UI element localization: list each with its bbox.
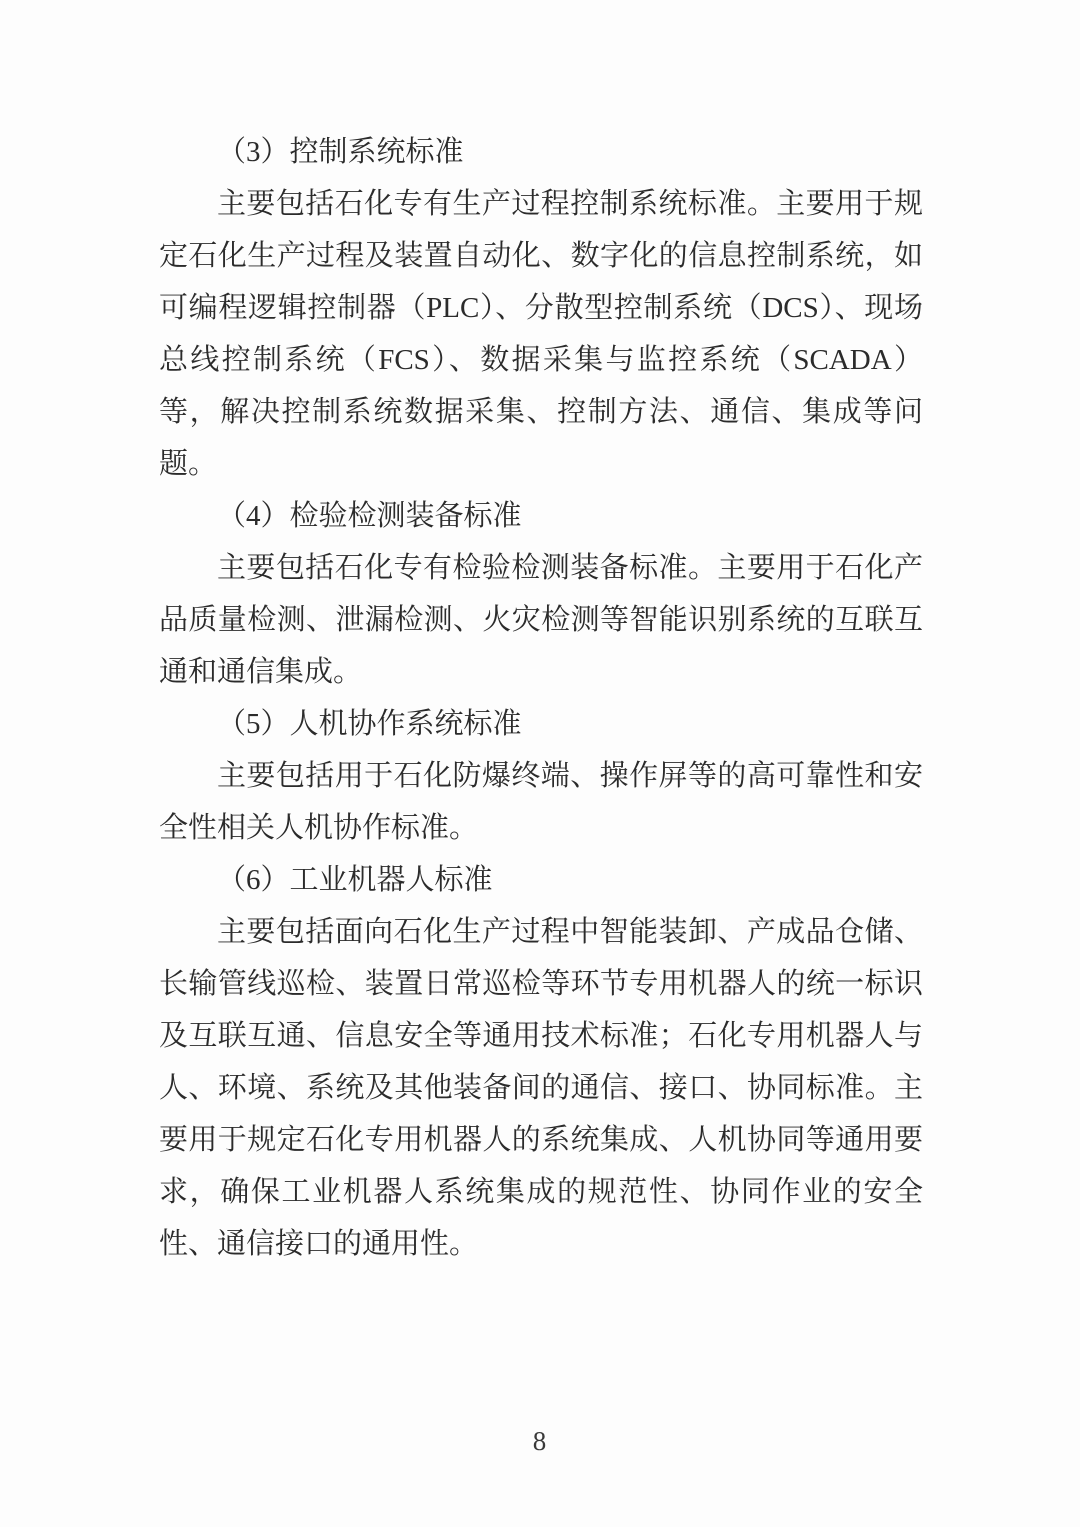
document-section	[159, 126, 923, 490]
document-section	[159, 490, 923, 698]
section-heading: （3）控制系统标准	[217, 136, 464, 168]
section-heading: （6）工业机器人标准	[217, 864, 493, 896]
section-paragraph: 主要包括石化专有生产过程控制系统标准。主要用于规定石化生产过程及装置自动化、数字化的信息控制系统，如可编程逻辑控制器（PLC）、分散型控制系统（DCS）、现场总线控制系统（FCS）、数据采集与监控系统（SCADA）等，解决控制系统数据采集、控制方法、通信、集成等问题。	[159, 188, 923, 480]
section-paragraph: 主要包括用于石化防爆终端、操作屏等的高可靠性和安全性相关人机协作标准。	[159, 760, 923, 844]
document-body	[159, 126, 923, 1270]
page-number: 8	[532, 1426, 548, 1456]
section-heading: （4）检验检测装备标准	[217, 500, 522, 532]
section-paragraph: 主要包括面向石化生产过程中智能装卸、产成品仓储、长输管线巡检、装置日常巡检等环节专用机器人的统一标识及互联互通、信息安全等通用技术标准；石化专用机器人与人、环境、系统及其他装备间的通信、接口、协同标准。主要用于规定石化专用机器人的系统集成、人机协同等通用要求，确保工业机器人系统集成的规范性、协同作业的安全性、通信接口的通用性。	[159, 916, 923, 1260]
section-paragraph: 主要包括石化专有检验检测装备标准。主要用于石化产品质量检测、泄漏检测、火灾检测等智能识别系统的互联互通和通信集成。	[159, 552, 923, 688]
section-heading: （5）人机协作系统标准	[217, 708, 522, 740]
document-section	[159, 698, 923, 854]
document-section	[159, 854, 923, 1270]
